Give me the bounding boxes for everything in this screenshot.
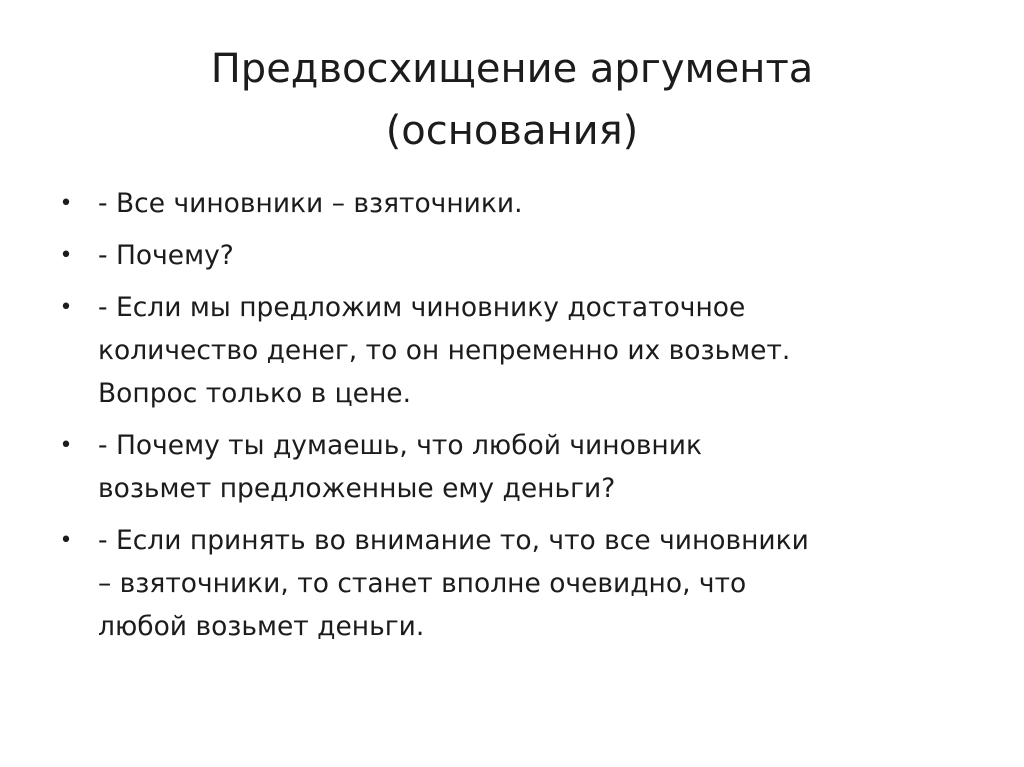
bullet-text-line: любой возьмет деньги. bbox=[98, 611, 425, 642]
bullet-text-line: возьмет предложенные ему деньги? bbox=[98, 473, 616, 504]
bullet-item bbox=[56, 286, 966, 415]
bullet-text-line: - Если принять во внимание то, что все чиновники bbox=[98, 525, 809, 556]
bullet-list bbox=[56, 182, 966, 657]
title-line: Предвосхищение аргумента bbox=[210, 46, 814, 92]
bullet-item bbox=[56, 234, 966, 277]
bullet-text-line: - Если мы предложим чиновнику достаточное bbox=[98, 292, 746, 323]
bullet-point-icon: • bbox=[59, 243, 73, 268]
bullet-text-line: - Почему? bbox=[98, 240, 234, 271]
bullet-text-line: - Почему ты думаешь, что любой чиновник bbox=[98, 430, 702, 461]
title-line: (основания) bbox=[385, 108, 639, 154]
bullet-point-icon: • bbox=[59, 191, 73, 216]
bullet-text-line: Вопрос только в цене. bbox=[98, 378, 412, 409]
bullet-item bbox=[56, 424, 966, 510]
bullet-point-icon: • bbox=[59, 433, 73, 458]
bullet-item bbox=[56, 182, 966, 225]
bullet-text-line: – взяточники, то станет вполне очевидно, что bbox=[98, 568, 747, 599]
bullet-point-icon: • bbox=[59, 528, 73, 553]
bullet-point-icon: • bbox=[59, 295, 73, 320]
slide-title bbox=[60, 38, 964, 162]
bullet-text-line: - Все чиновники – взяточники. bbox=[98, 188, 523, 219]
bullet-item bbox=[56, 519, 966, 648]
bullet-text-line: количество денег, то он непременно их возьмет. bbox=[98, 335, 791, 366]
